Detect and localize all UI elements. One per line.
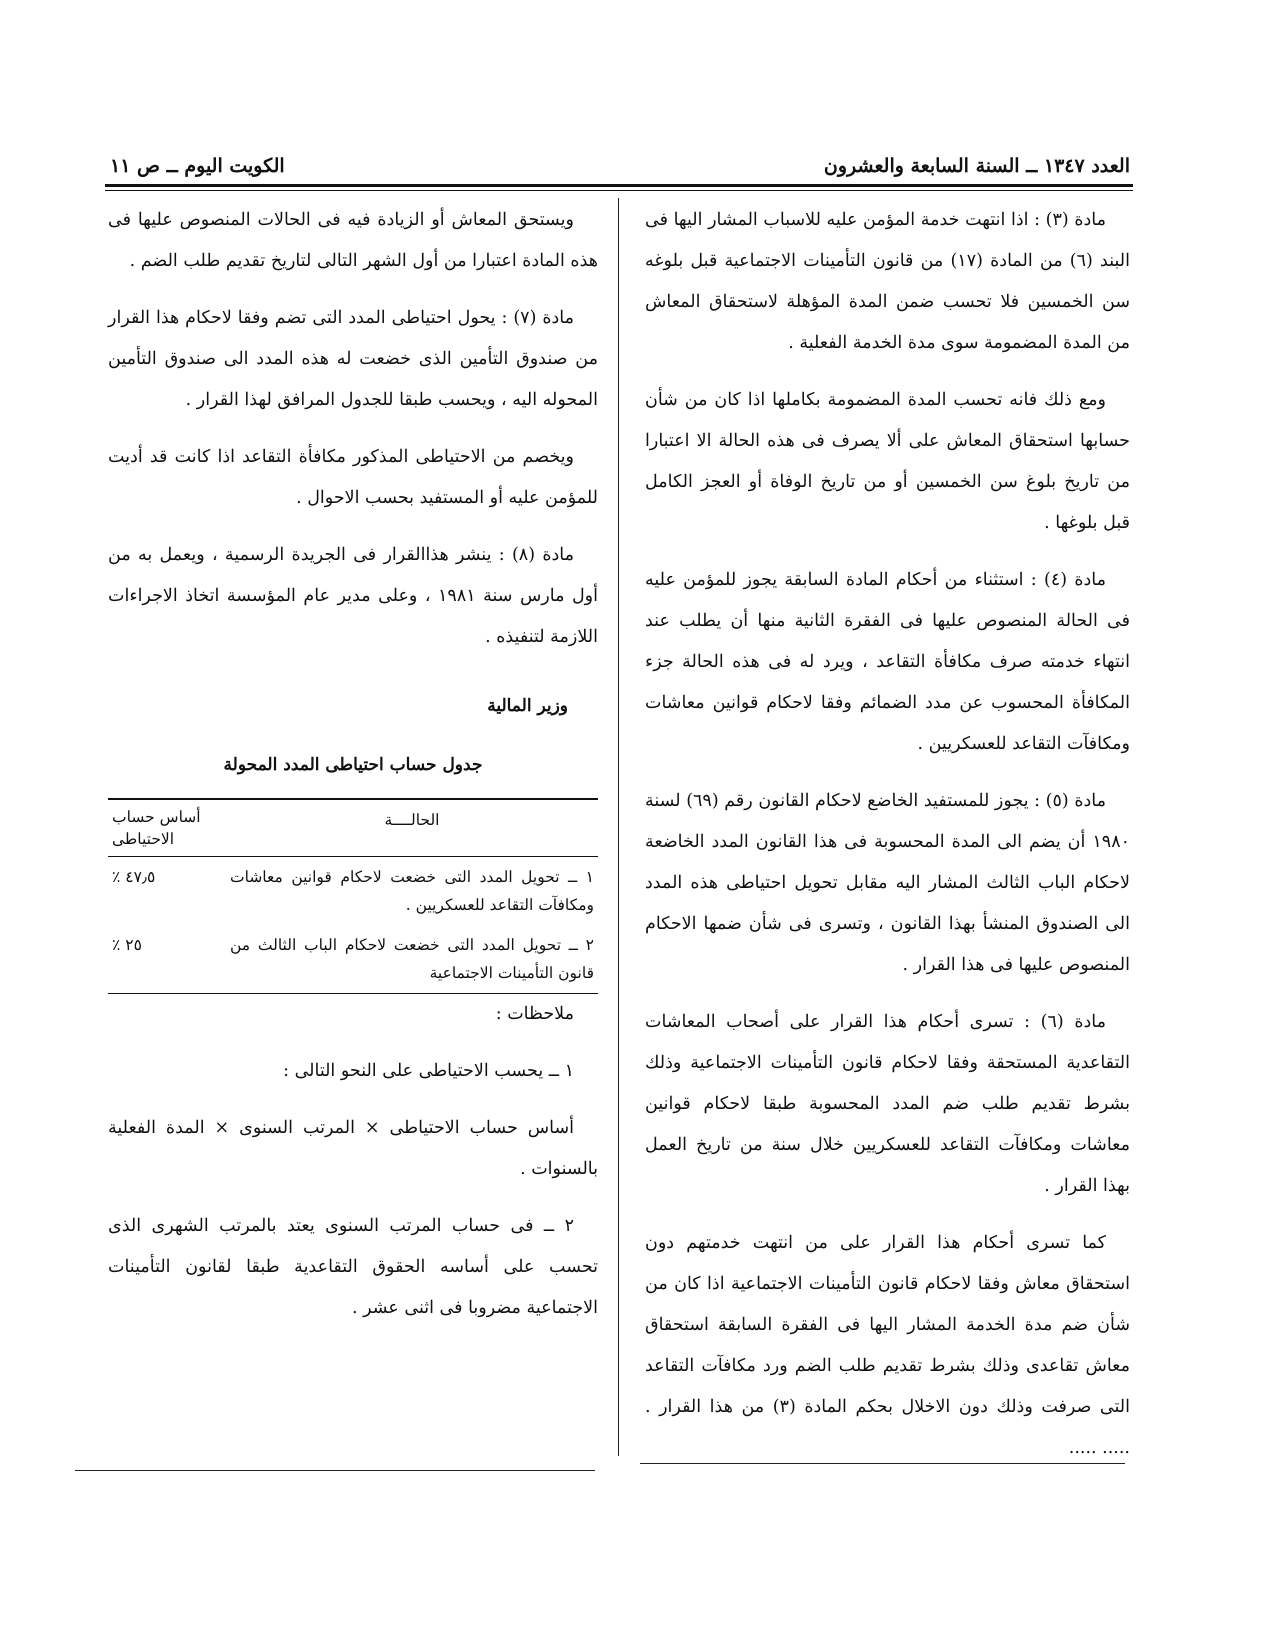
table-cell-case: ١ ــ تحويل المدد التى خضعت لاحكام قوانين معاشات ومكافآت التقاعد للعسكريين .: [230, 868, 594, 914]
table-title: جدول حساب احتياطى المدد المحولة: [223, 755, 483, 775]
footer-rule-right: [640, 1463, 1125, 1464]
reserve-table: [108, 798, 598, 994]
article-5: مادة (٥) : يجوز للمستفيد الخاضع لاحكام القانون رقم (٦٩) لسنة ١٩٨٠ أن يضم الى المدة المحسوبة فى هذا القانون المدد الخاضعة لاحكام الباب الثالث المشار اليه مقابل تحويل احتياطى هذه المدد الى الصندوق المنشأ بهذا القانون ، وتسرى فى شأن ضمها الاحكام المنصوص عليها فى هذا القرار .: [645, 791, 1130, 975]
table-row: [108, 925, 598, 994]
header-rule-thin: [105, 190, 1133, 191]
table-cell-basis: ٤٧٫٥ ٪: [112, 868, 156, 886]
column-header-basis: أساس حساب الاحتياطى: [108, 799, 226, 857]
header-rule: [105, 184, 1133, 187]
page-header: [110, 150, 1130, 182]
table-row: [108, 857, 598, 926]
footer-rule-left: [75, 1470, 595, 1471]
right-column: [645, 200, 1130, 1485]
issue-number: العدد ١٣٤٧ ــ السنة السابعة والعشرون: [823, 155, 1130, 177]
article-6-continued: كما تسرى أحكام هذا القرار على من انتهت خدمتهم دون استحقاق معاش وفقا لاحكام قانون التأمينات الاجتماعية اذا كان من شأن ضم مدة الخدمة المشار اليها فى الفقرة السابقة استحقاق معاش تقاعدى وذلك بشرط تقديم طلب الضم ورد مكافآت التقاعد التى صرفت وذلك دون الاخلال بحكم المادة (٣) من هذا القرار . ..... .....: [645, 1233, 1130, 1458]
column-divider: [618, 198, 619, 1456]
article-7-continued: ويخصم من الاحتياطى المذكور مكافأة التقاعد اذا كانت قد أديت للمؤمن عليه أو المستفيد بحسب الاحوال .: [108, 447, 598, 508]
note-formula: أساس حساب الاحتياطى × المرتب السنوى × المدة الفعلية بالسنوات .: [108, 1118, 598, 1179]
note-item: ٢ ــ فى حساب المرتب السنوى يعتد بالمرتب الشهرى الذى تحسب على أساسه الحقوق التقاعدية طبقا لقانون التأمينات الاجتماعية مضروبا فى اثنى عشر .: [108, 1216, 598, 1318]
article-3-continued: ومع ذلك فانه تحسب المدة المضمومة بكاملها اذا كان من شأن حسابها استحقاق المعاش على ألا يصرف فى هذه الحالة الا اعتبارا من تاريخ بلوغ سن الخمسين أو من تاريخ الوفاة أو العجز الكامل قبل بلوغها .: [645, 390, 1130, 533]
table-cell-basis: ٢٥ ٪: [108, 925, 226, 994]
article-6-effective-date: ويستحق المعاش أو الزيادة فيه فى الحالات المنصوص عليها فى هذه المادة اعتبارا من أول الشهر التالى لتاريخ تقديم طلب الضم .: [108, 210, 598, 271]
note-item: ١ ــ يحسب الاحتياطى على النحو التالى :: [283, 1061, 574, 1081]
notes-title: ملاحظات :: [495, 1004, 574, 1024]
article-8: مادة (٨) : ينشر هذاالقرار فى الجريدة الرسمية ، ويعمل به من أول مارس سنة ١٩٨١ ، وعلى مدير عام المؤسسة اتخاذ الاجراءات اللازمة لتنفيذه .: [108, 545, 598, 647]
article-3: مادة (٣) : اذا انتهت خدمة المؤمن عليه للاسباب المشار اليها فى البند (٦) من المادة (١٧) من قانون التأمينات الاجتماعية قبل بلوغه سن الخمسين فلا تحسب ضمن المدة المؤهلة لاستحقاق المعاش من المدة المضمومة سوى مدة الخدمة الفعلية .: [645, 210, 1130, 353]
article-4: مادة (٤) : استثناء من أحكام المادة السابقة يجوز للمؤمن عليه فى الحالة المنصوص عليها فى الفقرة الثانية منها أن يطلب عند انتهاء خدمته صرف مكافأة التقاعد ، ويرد له فى هذه الحالة جزء المكافأة المحسوب عن مدد الضمائم وفقا لاحكام قوانين معاشات ومكافآت التقاعد للعسكريين .: [645, 570, 1130, 754]
page-number: الكويت اليوم ــ ص ١١: [110, 155, 285, 177]
signature-minister: وزير المالية: [487, 696, 568, 716]
left-column: [108, 200, 598, 1345]
column-header-case: الحالــــة: [226, 799, 598, 857]
table-header-row: [108, 799, 598, 857]
table-cell-case: ٢ ــ تحويل المدد التى خضعت لاحكام الباب الثالث من قانون التأمينات الاجتماعية: [226, 925, 598, 994]
article-7: مادة (٧) : يحول احتياطى المدد التى تضم وفقا لاحكام هذا القرار من صندوق التأمين الذى خضعت له هذه المدد الى صندوق التأمين المحوله اليه ، ويحسب طبقا للجدول المرافق لهذا القرار .: [108, 308, 598, 410]
article-6: مادة (٦) : تسرى أحكام هذا القرار على أصحاب المعاشات التقاعدية المستحقة وفقا لاحكام قانون التأمينات الاجتماعية وذلك بشرط تقديم طلب ضم المدد المحسوبة طبقا لاحكام قوانين معاشات ومكافآت التقاعد للعسكريين خلال سنة من تاريخ العمل بهذا القرار .: [645, 1012, 1130, 1196]
